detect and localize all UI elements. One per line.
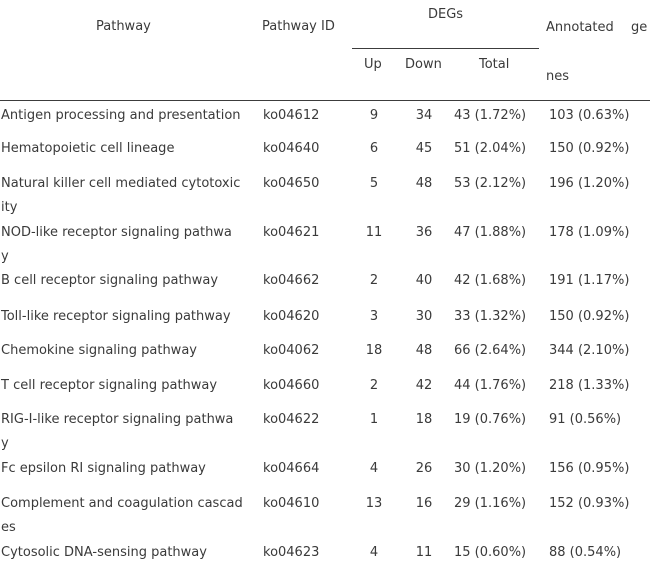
annotated-cell: 150 (0.92%) bbox=[549, 141, 630, 156]
pathway-id-cell: ko04610 bbox=[263, 496, 320, 511]
pathway-id-cell: ko04620 bbox=[263, 309, 320, 324]
pathway-id-cell: ko04612 bbox=[263, 108, 320, 123]
annotated-cell: 103 (0.63%) bbox=[549, 108, 630, 123]
annotated-cell: 152 (0.93%) bbox=[549, 496, 630, 511]
down-cell: 26 bbox=[415, 461, 433, 476]
down-cell: 34 bbox=[415, 108, 433, 123]
total-cell: 51 (2.04%) bbox=[454, 141, 527, 156]
pathway-cell: Toll-like receptor signaling pathway bbox=[1, 309, 231, 324]
total-cell: 44 (1.76%) bbox=[454, 378, 527, 393]
down-cell: 18 bbox=[415, 412, 433, 427]
pathway-id-cell: ko04660 bbox=[263, 378, 320, 393]
pathway-id-cell: ko04650 bbox=[263, 176, 320, 191]
pathway-cell: Fc epsilon RI signaling pathway bbox=[1, 461, 206, 476]
down-cell: 48 bbox=[415, 343, 433, 358]
annotated-cell: 156 (0.95%) bbox=[549, 461, 630, 476]
total-cell: 15 (0.60%) bbox=[454, 545, 527, 560]
pathway-cell-wrap: y bbox=[1, 249, 9, 264]
total-cell: 43 (1.72%) bbox=[454, 108, 527, 123]
pathway-cell: RIG-I-like receptor signaling pathwa bbox=[1, 412, 234, 427]
annotated-cell: 218 (1.33%) bbox=[549, 378, 630, 393]
pathway-cell: Antigen processing and presentation bbox=[1, 108, 241, 123]
pathway-cell: Cytosolic DNA-sensing pathway bbox=[1, 545, 207, 560]
header-annotated-wrap: nes bbox=[546, 69, 570, 84]
up-cell: 5 bbox=[369, 176, 379, 191]
up-cell: 11 bbox=[365, 225, 383, 240]
down-cell: 48 bbox=[415, 176, 433, 191]
down-cell: 16 bbox=[415, 496, 433, 511]
total-cell: 29 (1.16%) bbox=[454, 496, 527, 511]
total-cell: 30 (1.20%) bbox=[454, 461, 527, 476]
up-cell: 4 bbox=[369, 461, 379, 476]
total-cell: 53 (2.12%) bbox=[454, 176, 527, 191]
header-annotated: Annotated bbox=[546, 20, 614, 35]
up-cell: 3 bbox=[369, 309, 379, 324]
pathway-cell: Hematopoietic cell lineage bbox=[1, 141, 175, 156]
pathway-cell-wrap: es bbox=[1, 520, 16, 535]
pathway-id-cell: ko04062 bbox=[263, 343, 320, 358]
annotated-cell: 344 (2.10%) bbox=[549, 343, 630, 358]
header-pathway-id: Pathway ID bbox=[262, 19, 335, 34]
up-cell: 18 bbox=[365, 343, 383, 358]
pathway-cell: Natural killer cell mediated cytotoxic bbox=[1, 176, 241, 191]
total-cell: 47 (1.88%) bbox=[454, 225, 527, 240]
pathway-id-cell: ko04623 bbox=[263, 545, 320, 560]
total-cell: 19 (0.76%) bbox=[454, 412, 527, 427]
annotated-cell: 196 (1.20%) bbox=[549, 176, 630, 191]
pathway-cell: Chemokine signaling pathway bbox=[1, 343, 197, 358]
pathway-cell-wrap: ity bbox=[1, 200, 18, 215]
pathway-id-cell: ko04664 bbox=[263, 461, 320, 476]
total-cell: 33 (1.32%) bbox=[454, 309, 527, 324]
down-cell: 30 bbox=[415, 309, 433, 324]
pathway-cell: Complement and coagulation cascad bbox=[1, 496, 243, 511]
annotated-cell: 178 (1.09%) bbox=[549, 225, 630, 240]
header-up: Up bbox=[364, 57, 382, 72]
pathway-cell: T cell receptor signaling pathway bbox=[1, 378, 218, 393]
down-cell: 42 bbox=[415, 378, 433, 393]
annotated-cell: 91 (0.56%) bbox=[549, 412, 622, 427]
annotated-cell: 88 (0.54%) bbox=[549, 545, 622, 560]
pathway-id-cell: ko04621 bbox=[263, 225, 320, 240]
down-cell: 45 bbox=[415, 141, 433, 156]
degs-group-rule bbox=[352, 48, 539, 49]
header-total: Total bbox=[479, 57, 510, 72]
pathway-id-cell: ko04662 bbox=[263, 273, 320, 288]
up-cell: 9 bbox=[369, 108, 379, 123]
annotated-cell: 191 (1.17%) bbox=[549, 273, 630, 288]
up-cell: 4 bbox=[369, 545, 379, 560]
total-cell: 66 (2.64%) bbox=[454, 343, 527, 358]
down-cell: 40 bbox=[415, 273, 433, 288]
pathway-cell-wrap: y bbox=[1, 436, 9, 451]
down-cell: 11 bbox=[415, 545, 433, 560]
total-cell: 42 (1.68%) bbox=[454, 273, 527, 288]
up-cell: 2 bbox=[369, 273, 379, 288]
pathway-id-cell: ko04640 bbox=[263, 141, 320, 156]
header-degs: DEGs bbox=[428, 7, 464, 22]
pathway-cell: B cell receptor signaling pathway bbox=[1, 273, 219, 288]
header-bottom-rule bbox=[0, 100, 650, 101]
header-down: Down bbox=[405, 57, 442, 72]
header-annotated-break: ge bbox=[631, 20, 648, 35]
up-cell: 1 bbox=[369, 412, 379, 427]
annotated-cell: 150 (0.92%) bbox=[549, 309, 630, 324]
up-cell: 6 bbox=[369, 141, 379, 156]
pathway-id-cell: ko04622 bbox=[263, 412, 320, 427]
up-cell: 13 bbox=[365, 496, 383, 511]
pathway-cell: NOD-like receptor signaling pathwa bbox=[1, 225, 232, 240]
down-cell: 36 bbox=[415, 225, 433, 240]
header-pathway: Pathway bbox=[96, 19, 151, 34]
up-cell: 2 bbox=[369, 378, 379, 393]
